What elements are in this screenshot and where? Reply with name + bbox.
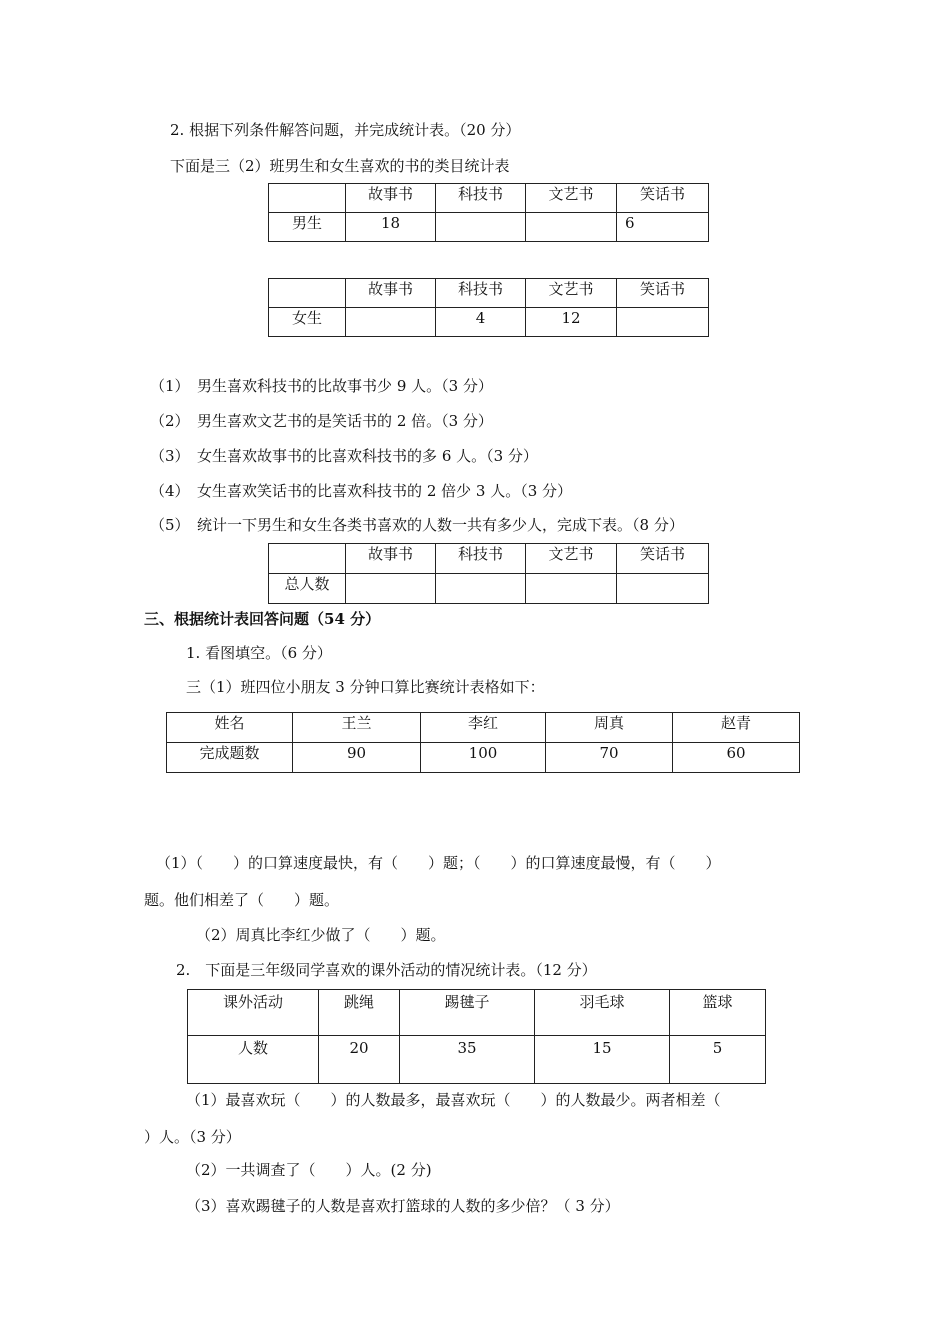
table-row [269, 213, 709, 242]
header-cell: 故事书 [346, 279, 436, 308]
table-cell: 15 [535, 1036, 670, 1084]
table-cell: 60 [673, 743, 800, 773]
header-cell: 跳绳 [319, 990, 400, 1036]
table-cell [617, 308, 709, 337]
table-cell: 4 [436, 308, 526, 337]
s3-q2-answer-2: （2）一共调查了（ ）人。(2 分) [186, 1161, 432, 1179]
header-cell: 课外活动 [188, 990, 319, 1036]
table-cell [526, 213, 617, 242]
row-label: 女生 [269, 308, 346, 337]
header-cell: 文艺书 [526, 184, 617, 213]
table-cell: 100 [421, 743, 546, 773]
s3-q1-answer-1b: 题。他们相差了（ ）题。 [144, 891, 340, 909]
q2-subtitle: 下面是三（2）班男生和女生喜欢的书的类目统计表 [170, 157, 510, 175]
table-cell [346, 308, 436, 337]
table-cell: 35 [400, 1036, 535, 1084]
condition-5: （5） 统计一下男生和女生各类书喜欢的人数一共有多少人，完成下表。（8 分） [150, 516, 684, 534]
table-row [167, 743, 800, 773]
s3-q1-subtitle: 三（1）班四位小朋友 3 分钟口算比赛统计表格如下： [186, 678, 545, 696]
header-cell: 科技书 [436, 544, 526, 574]
s3-q1-title: 1. 看图填空。（6 分） [186, 644, 332, 662]
mental-math-table [166, 712, 800, 773]
row-label: 总人数 [269, 574, 346, 604]
row-label: 男生 [269, 213, 346, 242]
table-cell: 70 [546, 743, 673, 773]
table-cell: 6 [617, 213, 709, 242]
activities-table [187, 989, 766, 1084]
table-header-row [269, 184, 709, 213]
header-cell: 笑话书 [617, 279, 709, 308]
header-cell: 科技书 [436, 279, 526, 308]
header-cell: 王兰 [293, 713, 421, 743]
header-cell: 赵青 [673, 713, 800, 743]
table-row [269, 308, 709, 337]
table-cell: 18 [346, 213, 436, 242]
row-label: 人数 [188, 1036, 319, 1084]
table-row [269, 574, 709, 604]
table-cell [436, 213, 526, 242]
table-header-row [269, 544, 709, 574]
table-header-row [269, 279, 709, 308]
condition-3: （3） 女生喜欢故事书的比喜欢科技书的多 6 人。（3 分） [150, 447, 538, 465]
s3-q1-answer-2: （2）周真比李红少做了（ ）题。 [196, 926, 446, 944]
boys-books-table [268, 183, 709, 242]
answer-cell [436, 574, 526, 604]
table-header-row [167, 713, 800, 743]
table-header-row [188, 990, 766, 1036]
girls-books-table [268, 278, 709, 337]
s3-q2-answer-1a: （1）最喜欢玩（ ）的人数最多，最喜欢玩（ ）的人数最少。两者相差（ [186, 1091, 721, 1109]
condition-1: （1） 男生喜欢科技书的比故事书少 9 人。（3 分） [150, 377, 493, 395]
header-cell: 周真 [546, 713, 673, 743]
table-cell: 5 [670, 1036, 766, 1084]
answer-cell [346, 574, 436, 604]
s3-q2-answer-1b: ）人。（3 分） [144, 1128, 241, 1146]
header-cell [269, 184, 346, 213]
s3-q2-answer-3: （3）喜欢踢毽子的人数是喜欢打篮球的人数的多少倍？（ 3 分） [186, 1197, 620, 1215]
header-cell: 笑话书 [617, 184, 709, 213]
header-cell: 故事书 [346, 184, 436, 213]
header-cell: 文艺书 [526, 544, 617, 574]
condition-4: （4） 女生喜欢笑话书的比喜欢科技书的 2 倍少 3 人。（3 分） [150, 482, 573, 500]
header-cell: 踢毽子 [400, 990, 535, 1036]
table-cell: 12 [526, 308, 617, 337]
header-cell: 科技书 [436, 184, 526, 213]
header-cell: 姓名 [167, 713, 293, 743]
s3-q1-answer-1a: （1）（ ）的口算速度最快，有（ ）题；（ ）的口算速度最慢，有（ ） [156, 854, 721, 872]
condition-2: （2） 男生喜欢文艺书的是笑话书的 2 倍。（3 分） [150, 412, 493, 430]
header-cell: 文艺书 [526, 279, 617, 308]
s3-q2-title: 2. 下面是三年级同学喜欢的课外活动的情况统计表。（12 分） [176, 961, 597, 979]
header-cell: 笑话书 [617, 544, 709, 574]
table-cell: 20 [319, 1036, 400, 1084]
row-label: 完成题数 [167, 743, 293, 773]
table-row [188, 1036, 766, 1084]
q2-title: 2. 根据下列条件解答问题，并完成统计表。（20 分） [170, 121, 521, 139]
header-cell: 故事书 [346, 544, 436, 574]
section3-heading: 三、根据统计表回答问题（54 分） [144, 610, 381, 628]
answer-cell [617, 574, 709, 604]
header-cell [269, 544, 346, 574]
header-cell [269, 279, 346, 308]
header-cell: 篮球 [670, 990, 766, 1036]
total-books-table [268, 543, 709, 604]
table-cell: 90 [293, 743, 421, 773]
answer-cell [526, 574, 617, 604]
header-cell: 羽毛球 [535, 990, 670, 1036]
header-cell: 李红 [421, 713, 546, 743]
